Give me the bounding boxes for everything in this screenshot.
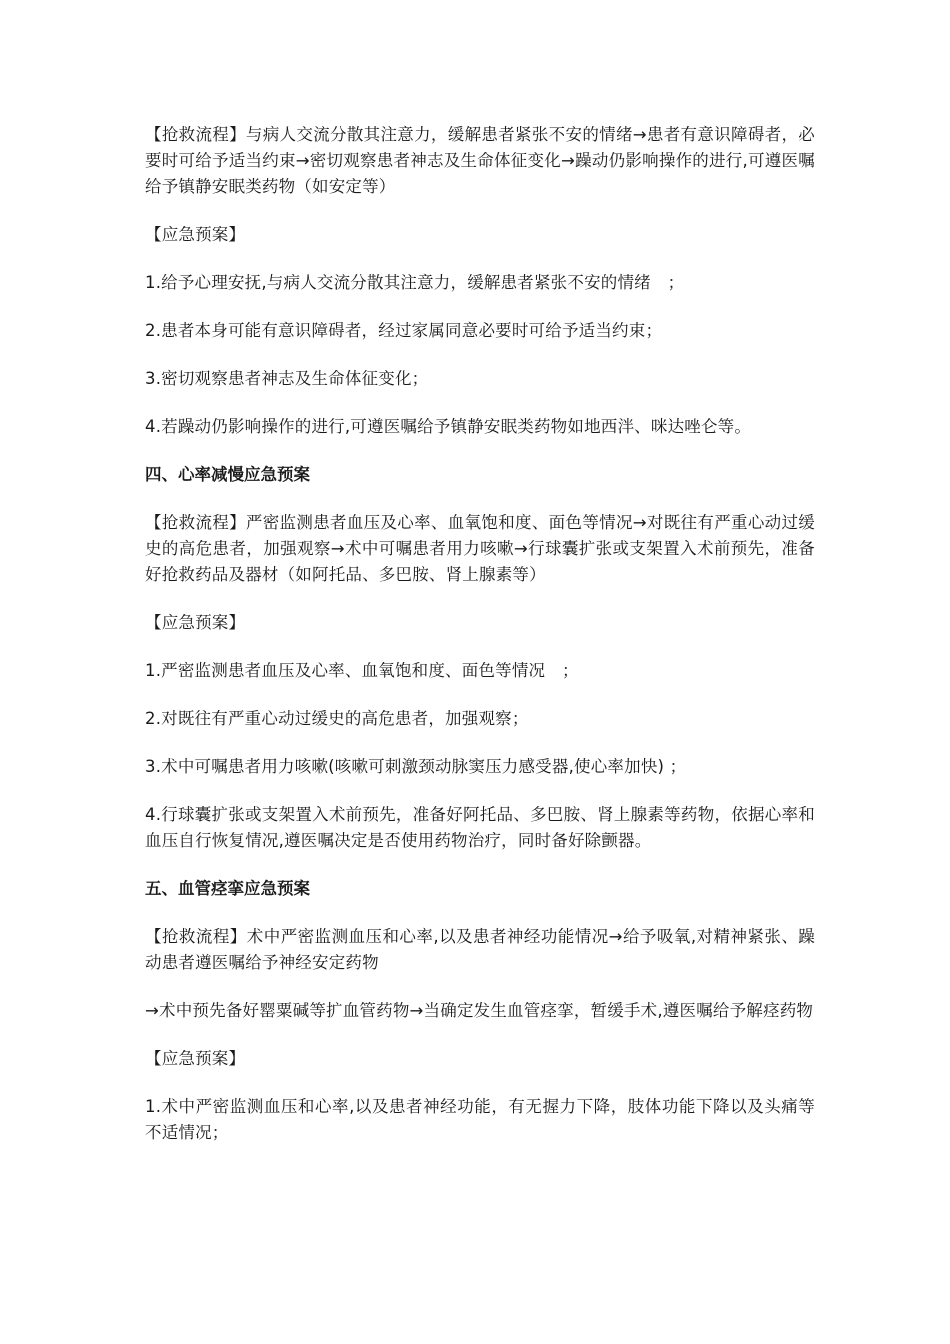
plan-item: 1.术中严密监测血压和心率,以及患者神经功能，有无握力下降，肢体功能下降以及头痛等不适情况； [145, 1097, 815, 1142]
plan-item: 2.患者本身可能有意识障碍者，经过家属同意必要时可给予适当约束； [145, 321, 663, 340]
plan-item: 3.术中可嘱患者用力咳嗽(咳嗽可刺激颈动脉窦压力感受器,使心率加快) ； [145, 757, 687, 776]
rescue-flow-section3: 【抢救流程】与病人交流分散其注意力，缓解患者紧张不安的情绪→患者有意识障碍者，必要时可给予适当约束→密切观察患者神志及生命体征变化→躁动仍影响操作的进行,可遵医嘱给予镇静安眠类药物（如安定等） [145, 125, 815, 196]
plan-label-section3: 【应急预案】 [145, 225, 246, 244]
document-page [145, 122, 815, 1168]
rescue-flow-section4: 【抢救流程】严密监测患者血压及心率、血氧饱和度、面色等情况→对既往有严重心动过缓史的高危患者，加强观察→术中可嘱患者用力咳嗽→行球囊扩张或支架置入术前预先，准备好抢救药品及器材（如阿托品、多巴胺、肾上腺素等） [145, 513, 815, 584]
plan-item: 4.若躁动仍影响操作的进行,可遵医嘱给予镇静安眠类药物如地西泮、咪达唑仑等。 [145, 417, 752, 436]
rescue-flow-section5-part2: →术中预先备好罂粟碱等扩血管药物→当确定发生血管痉挛，暂缓手术,遵医嘱给予解痉药物 [145, 1001, 814, 1020]
plan-label-section4: 【应急预案】 [145, 613, 246, 632]
rescue-flow-section5-part1: 【抢救流程】术中严密监测血压和心率,以及患者神经功能情况→给予吸氧,对精神紧张、躁动患者遵医嘱给予神经安定药物 [145, 927, 815, 972]
section-heading-heart-rate: 四、心率减慢应急预案 [145, 465, 310, 484]
plan-item: 3.密切观察患者神志及生命体征变化； [145, 369, 429, 388]
plan-item: 1.严密监测患者血压及心率、血氧饱和度、面色等情况 ； [145, 661, 579, 680]
plan-item: 1.给予心理安抚,与病人交流分散其注意力，缓解患者紧张不安的情绪 ； [145, 273, 685, 292]
section-heading-vasospasm: 五、血管痉挛应急预案 [145, 879, 310, 898]
plan-item: 4.行球囊扩张或支架置入术前预先，准备好阿托品、多巴胺、肾上腺素等药物，依据心率和血压自行恢复情况,遵医嘱决定是否使用药物治疗，同时备好除颤器。 [145, 805, 815, 850]
plan-label-section5: 【应急预案】 [145, 1049, 246, 1068]
plan-item: 2.对既往有严重心动过缓史的高危患者，加强观察； [145, 709, 529, 728]
